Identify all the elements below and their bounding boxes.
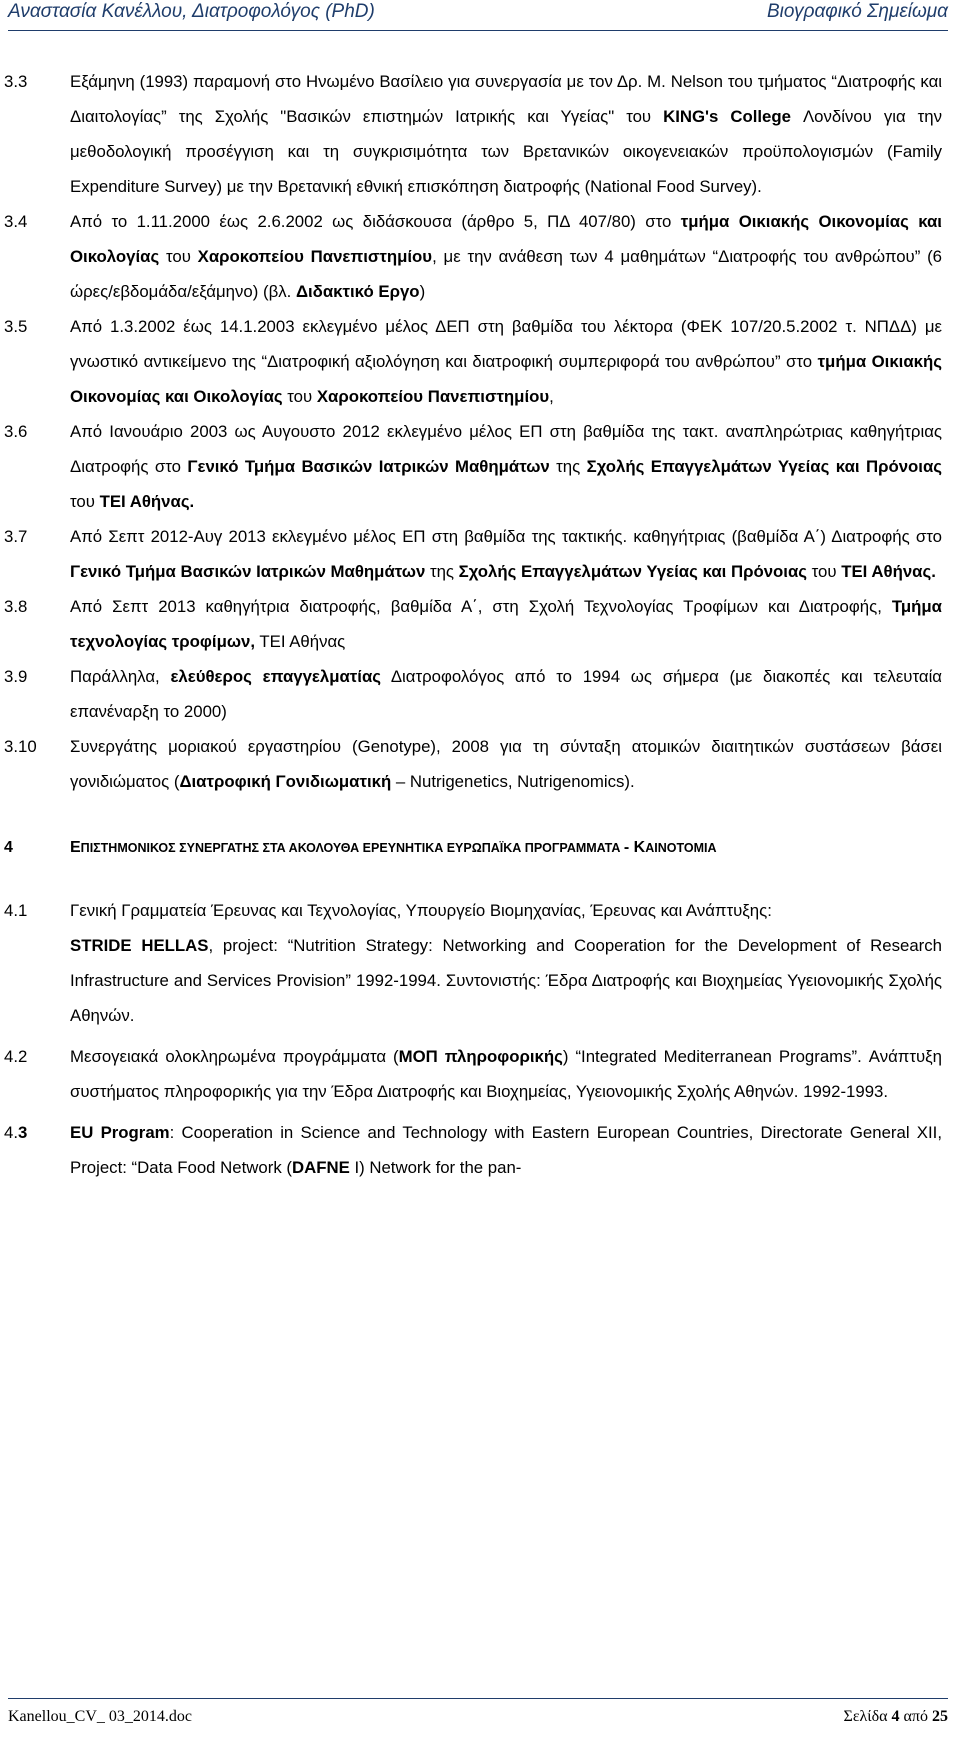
list-item-3-9	[0, 659, 948, 729]
item-number: 3.9	[4, 667, 28, 686]
item-number: 3.3	[4, 72, 28, 91]
header-author: Αναστασία Κανέλλου, Διατροφολόγος (PhD)	[8, 1, 375, 22]
item-text: Συνεργάτης μοριακού εργαστηρίου (Genotype), 2008 για τη σύνταξη ατομικών διαιτητικών συστάσεων βάσει γονιδιώματος (Διατροφική Γονιδιωματική – Nutrigenetics, Nutrigenomics).	[70, 737, 942, 791]
list-item-3-7	[0, 519, 948, 589]
item-text: Μεσογειακά ολοκληρωμένα προγράμματα (ΜΟΠ πληροφορικής) “Integrated Mediterranean Programs”. Ανάπτυξη συστήματος πληροφορικής για την Έδρα Διατροφής και Βιοχημείας, Υγειονομικής Σχολής Αθηνών. 1992-1993.	[70, 1047, 943, 1101]
item-number: 3.8	[4, 597, 28, 616]
page-header	[8, 0, 948, 31]
item-number: 3.5	[4, 317, 28, 336]
item-number: 3.6	[4, 422, 28, 441]
item-text: Από Σεπτ 2012-Αυγ 2013 εκλεγμένο μέλος ΕΠ στη βαθμίδα της τακτικής. καθηγήτριας (βαθμίδα Α΄) Διατροφής στο Γενικό Τμήμα Βασικών Ιατρικών Μαθημάτων της Σχολής Επαγγελμάτων Υγείας και Πρόνοιας του ΤΕΙ Αθήνας.	[70, 527, 942, 581]
footer-page-number: Σελίδα 4 από 25	[843, 1708, 948, 1725]
item-text: Από Ιανουάριο 2003 ως Αυγουστο 2012 εκλεγμένο μέλος ΕΠ στη βαθμίδα της τακτ. αναπληρώτριας καθηγήτριας Διατροφής στο Γενικό Τμήμα Βασικών Ιατρικών Μαθημάτων της Σχολής Επαγγελμάτων Υγείας και Πρόνοιας του ΤΕΙ Αθήνας.	[70, 422, 943, 511]
item-text: Παράλληλα, ελεύθερος επαγγελματίας Διατροφολόγος από το 1994 ως σήμερα (με διακοπές και τελευταία επανέναρξη το 2000)	[70, 667, 942, 721]
item-text: Από το 1.11.2000 έως 2.6.2002 ως διδάσκουσα (άρθρο 5, ΠΔ 407/80) στο τμήμα Οικιακής Οικονομίας και Οικολογίας του Χαροκοπείου Πανεπιστημίου, με την ανάθεση των 4 μαθημάτων “Διατροφής του ανθρώπου” (6 ώρες/εβδομάδα/εξάμηνο) (βλ. Διδακτικό Εργο)	[70, 212, 942, 301]
item-number: 4.3	[4, 1123, 28, 1142]
list-item-4-3	[0, 1115, 948, 1185]
item-number: 3.10	[4, 737, 37, 756]
list-item-3-4	[0, 204, 948, 309]
item-text: Γενική Γραμματεία Έρευνας και Τεχνολογίας, Υπουργείο Βιομηχανίας, Έρευνας και Ανάπτυξης: STRIDE HELLAS, project: “Nutrition Strategy: Networking and Cooperation for the Development of Research Infrastructure and Services Provision” 1992-1994. Συντονιστής: Έδρα Διατροφής και Βιοχημείας Υγειονομικής Σχολής Αθηνών.	[70, 901, 942, 1025]
list-item-3-3	[0, 64, 948, 204]
header-doc-title: Βιογραφικό Σημείωμα	[766, 1, 948, 22]
footer-filename: Kanellou_CV_ 03_2014.doc	[8, 1708, 192, 1725]
list-item-3-8	[0, 589, 948, 659]
section-title: ΕΠΙΣΤΗΜΟΝΙΚΟΣ ΣΥΝΕΡΓΑΤΗΣ ΣΤΑ ΑΚΟΛΟΥΘΑ ΕΡΕΥΝΗΤΙΚΑ ΕΥΡΩΠΑΪΚΑ ΠΡΟΓΡΑΜΜΑΤΑ - ΚΑΙΝΟΤΟΜΙΑ	[70, 839, 717, 856]
item-number: 3.7	[4, 527, 28, 546]
section-number: 4	[4, 839, 13, 856]
document-body	[0, 64, 948, 1185]
item-text: Από Σεπτ 2013 καθηγήτρια διατροφής, βαθμίδα Α΄, στη Σχολή Τεχνολογίας Τροφίμων και Διατροφής, Τμήμα τεχνολογίας τροφίμων, ΤΕΙ Αθήνας	[70, 597, 942, 651]
item-number: 3.4	[4, 212, 28, 231]
item-text: Από 1.3.2002 έως 14.1.2003 εκλεγμένο μέλος ΔΕΠ στη βαθμίδα του λέκτορα (ΦΕΚ 107/20.5.2002 τ. ΝΠΔΔ) με γνωστικό αντικείμενο της “Διατροφική αξιολόγηση και διατροφική συμπεριφορά του ανθρώπου” στο τμήμα Οικιακής Οικονομίας και Οικολογίας του Χαροκοπείου Πανεπιστημίου,	[70, 317, 942, 406]
list-item-4-2	[0, 1039, 948, 1109]
item-text: Εξάμηνη (1993) παραμονή στο Ηνωμένο Βασίλειο για συνεργασία με τον Δρ. Μ. Nelson του τμήματος “Διατροφής και Διαιτολογίας” της Σχολής "Βασικών επιστημών Ιατρικής και Υγείας" του KING's College Λονδίνου για την μεθοδολογική προσέγγιση και τη συγκρισιμότητα των Βρετανικών οικογενειακών προϋπολογισμών (Family Expenditure Survey) με την Βρετανική εθνική επισκόπηση διατροφής (National Food Survey).	[70, 72, 942, 196]
list-item-3-5	[0, 309, 948, 414]
item-text: EU Program: Cooperation in Science and Technology with Eastern European Countries, Directorate General XII, Project: “Data Food Network (DAFNE I) Network for the pan-	[70, 1123, 942, 1177]
page-footer	[8, 1698, 948, 1739]
list-item-4-1	[0, 893, 948, 1033]
list-item-3-6	[0, 414, 948, 519]
section-heading-4	[0, 833, 948, 863]
item-number: 4.2	[4, 1047, 28, 1066]
item-number: 4.1	[4, 901, 28, 920]
list-item-3-10	[0, 729, 948, 799]
